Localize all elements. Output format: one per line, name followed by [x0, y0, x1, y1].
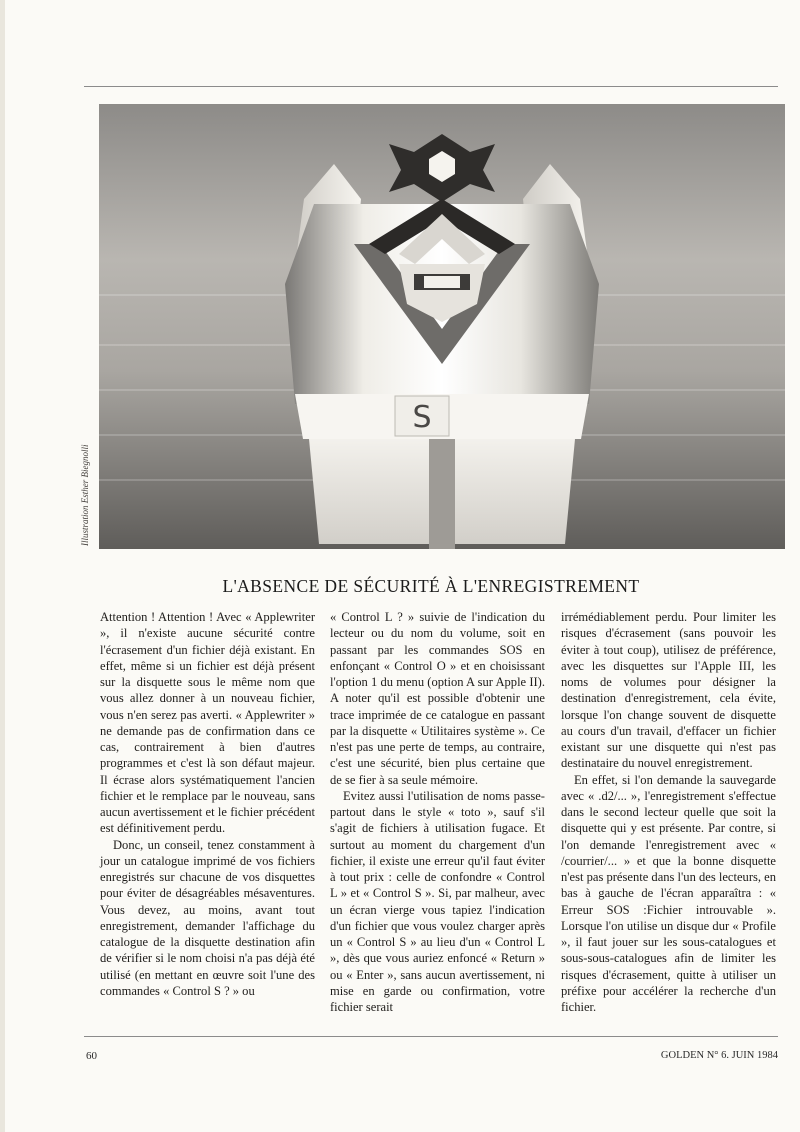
page-number: 60: [86, 1050, 97, 1062]
text-column-2: [330, 609, 545, 1015]
shorts-letter: S: [412, 400, 432, 435]
robot-figure-image: [99, 104, 785, 549]
page-edge: [0, 0, 5, 1132]
illustration: [99, 104, 785, 549]
text-column-3: [561, 609, 776, 1015]
paragraph: En effet, si l'on demande la sauvegarde avec « .d2/... », l'enregistrement s'effectue dans le second lecteur quelle que soit la disquette qui y est présente. Par contre, si l'on demande l'enregistrement avec « /courrier/... » et que la bonne disquette n'est pas présente dans l'un des lecteurs, en bas à gauche de l'écran apparaîtra : « Erreur SOS :Fichier introuvable ». Lorsque l'on utilise un disque dur « Profile », il faut jouer sur les sous-catalogues et sous-sous-catalogues afin de limiter les risques d'écrasement, quitte à utiliser un préfixe pour accélérer la recherche d'un fichier.: [561, 772, 776, 1014]
paragraph: Attention ! Attention ! Avec « Applewriter », il n'existe aucune sécurité contre l'écrasement d'un fichier déjà existant. En effet, même si un fichier est déjà présent sur la disquette sous le même nom que vous allez donner à un nouveau fichier, vous n'en serez pas averti. « Applewriter » ne demande pas de confirmation dans ce cas, contrairement à bien d'autres programmes et c'est là son défaut majeur. Il écrase alors systématiquement l'ancien fichier et le remplace par le nouveau, sans aucun avertissement et le fichier précédent est définitivement perdu.: [100, 610, 315, 836]
issue-footer: GOLDEN N° 6. JUIN 1984: [660, 1050, 778, 1061]
paragraph: Evitez aussi l'utilisation de noms passe-partout dans le style « toto », sauf s'il s'agit de fichiers à utilisation fugace. Et surtout au moment du chargement d'un fichier, il existe une erreur qu'il faut éviter à tout prix : celle de confondre « Control L » et « Control S ». Si, par malheur, avec un écran vierge vous tapiez l'indication d'un fichier que vous voulez charger après un « Control S » au lieu d'un « Control L », dès que vous auriez enfoncé « Return » ou « Enter », sans aucun avertissement, ni mise en garde ou confirmation, votre fichier serait: [330, 788, 545, 1014]
bottom-rule: [84, 1036, 778, 1037]
paragraph: irrémédiablement perdu. Pour limiter les risques d'écrasement (sans pouvoir les éviter à tout coup), utilisez de préférence, avec les disquettes sur l'Apple III, les noms de volumes pour désigner la destination d'enregistrement, cela évite, lorsque l'on change souvent de disquette au cours d'un travail, d'effacer un fichier existant sur une disquette qui n'est pas destinataire du nouvel enregistrement.: [561, 610, 776, 771]
article-headline: L'ABSENCE DE SÉCURITÉ À L'ENREGISTREMENT: [222, 576, 640, 596]
top-rule: [84, 86, 778, 87]
illustration-credit: Illustration Esther Biegnolli: [80, 444, 90, 546]
paragraph: « Control L ? » suivie de l'indication du lecteur ou du nom du volume, soit en passant par les commandes SOS en enfonçant « Control O » et en choisissant l'option 1 du menu (option A sur Apple II). A noter qu'il est possible d'obtenir une trace imprimée de ce catalogue en passant par la disquette « Utilitaires système ». Ce n'est pas une perte de temps, au contraire, c'est une sécurité, bien plus certaine que de se fier à sa seule mémoire.: [330, 610, 545, 787]
paragraph: Donc, un conseil, tenez constamment à jour un catalogue imprimé de vos fichiers enregistrés sur chacune de vos disquettes pour éviter de désagréables mésaventures. Vous devez, au moins, avant tout enregistrement, demander l'affichage du catalogue de la disquette destination afin de vérifier si le nom choisi n'a pas déjà été utilisé (en mettant en œuvre soit l'une des commandes « Control S ? » ou: [100, 837, 315, 998]
text-column-1: [100, 609, 315, 999]
